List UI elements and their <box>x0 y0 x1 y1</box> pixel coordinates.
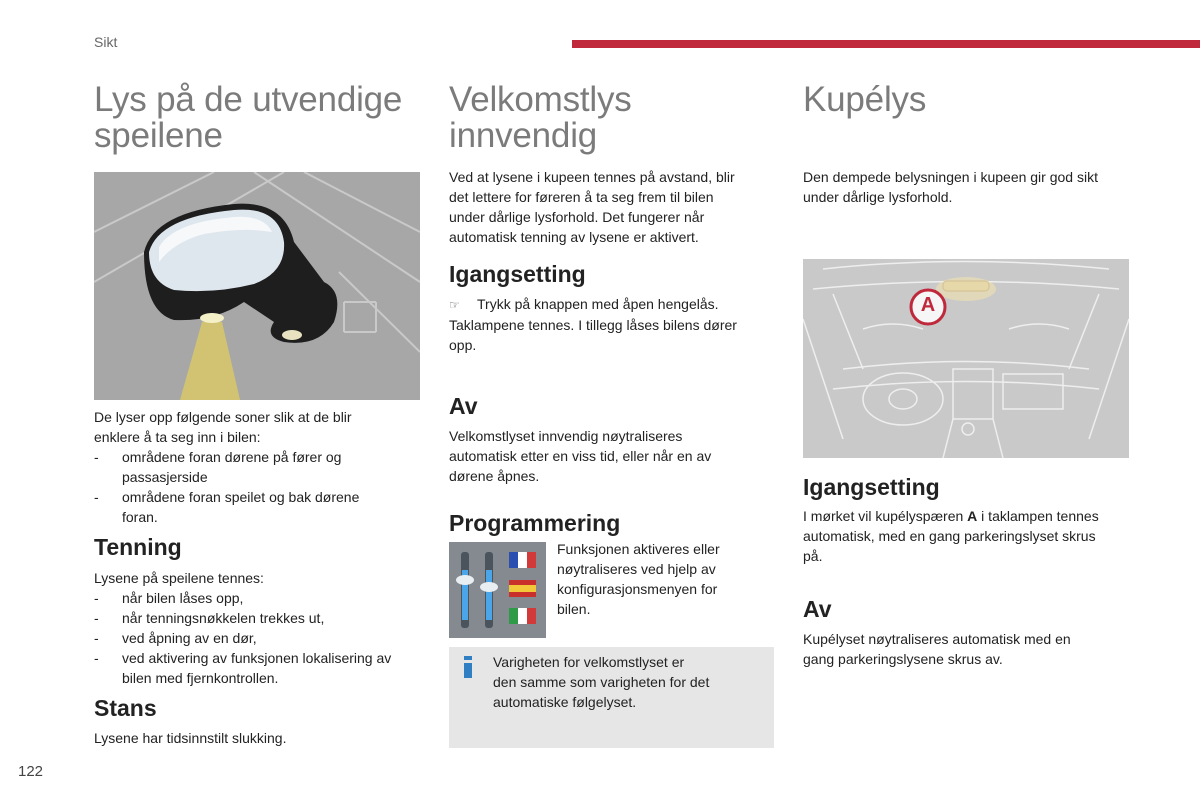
col2-title-line1: Velkomstlys <box>449 80 632 119</box>
tenning-heading: Tenning <box>94 534 182 560</box>
list-item: - områdene foran speilet og bak dørene foran. <box>94 487 424 527</box>
config-menu-svg <box>449 542 546 638</box>
list-item: - ved aktivering av funksjonen lokalisering av bilen med fjernkontrollen. <box>94 648 434 688</box>
col1-intro-line2: enklere å ta seg inn i bilen: <box>94 429 261 445</box>
list-item: - områdene foran dørene på fører og passasjerside <box>94 447 424 487</box>
tenning-intro: Lysene på speilene tennes: <box>94 570 264 586</box>
col1-intro-line1: De lyser opp følgende soner slik at de blir <box>94 409 352 425</box>
col3-title: Kupélys <box>803 80 927 119</box>
col2-av-heading: Av <box>449 393 478 419</box>
mirror-light-illustration <box>94 172 420 400</box>
section-label: Sikt <box>94 34 118 50</box>
col2-title-line2: innvendig <box>449 116 598 155</box>
col1-title-line1: Lys på de utvendige <box>94 80 403 119</box>
cabin-illustration <box>803 259 1129 458</box>
list-item: - ved åpning av en dør, <box>94 628 434 648</box>
stans-text: Lysene har tidsinnstilt slukking. <box>94 730 287 746</box>
header-accent-bar <box>572 40 1200 48</box>
col3-igangsetting-text: I mørket vil kupélyspæren A i taklampen tennes automatisk, med en gang parkeringslyset skrus på. <box>803 508 1099 564</box>
zones-list <box>94 447 424 527</box>
col2-igangsetting-text: ☞ Trykk på knappen med åpen hengelås. Taklampene tennes. I tillegg låses bilens dører opp. <box>449 296 737 353</box>
col3-av-heading: Av <box>803 596 832 622</box>
hand-pointer-icon: ☞ <box>449 298 460 312</box>
col2-intro: Ved at lysene i kupeen tennes på avstand, blir det lettere for føreren å ta seg frem til bilen under dårlige lysforhold. Det fungerer når automatisk tenning av lysene er aktivert. <box>449 169 735 245</box>
col2-av-text: Velkomstlyset innvendig nøytraliseres automatisk etter en viss tid, eller når en av dørene åpnes. <box>449 428 712 484</box>
cabin-illustration-svg <box>803 259 1129 458</box>
col3-igangsetting-heading: Igangsetting <box>803 474 940 500</box>
stans-heading: Stans <box>94 695 157 721</box>
programmering-text: Funksjonen aktiveres eller nøytraliseres ved hjelp av konfigurasjonsmenyen for bilen. <box>557 541 720 617</box>
list-item: - når tenningsnøkkelen trekkes ut, <box>94 608 434 628</box>
col1-title-line2: speilene <box>94 116 223 155</box>
col2-title <box>449 82 779 154</box>
callout-label-a: A <box>920 294 936 316</box>
tenning-list <box>94 588 434 688</box>
page-number: 122 <box>18 763 44 780</box>
list-item: - når bilen låses opp, <box>94 588 434 608</box>
col3-av-text: Kupélyset nøytraliseres automatisk med en gang parkeringslysene skrus av. <box>803 631 1071 667</box>
info-icon <box>464 656 472 678</box>
info-text: Varigheten for velkomstlyset er den samme som varigheten for det automatiske følgelyset. <box>493 654 710 710</box>
col2-igangsetting-heading: Igangsetting <box>449 261 586 287</box>
mirror-illustration-svg <box>94 172 420 400</box>
col3-intro: Den dempede belysningen i kupeen gir god sikt under dårlige lysforhold. <box>803 169 1098 205</box>
programmering-heading: Programmering <box>449 510 621 536</box>
col1-intro <box>94 407 424 447</box>
config-menu-illustration <box>449 542 546 638</box>
col1-title <box>94 82 434 154</box>
